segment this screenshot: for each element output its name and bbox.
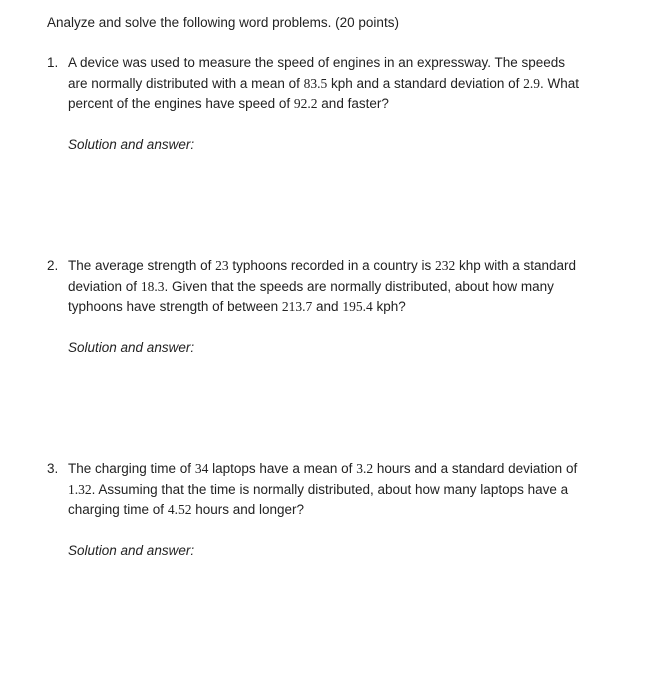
problem-text-segment: . Given that the speeds are normally distributed, about how many typhoons have strength of between — [68, 278, 554, 314]
solution-label-2: Solution and answer: — [68, 340, 195, 355]
problem-text-segment: kph? — [372, 299, 406, 314]
problem-value: 2.9 — [523, 75, 541, 91]
problem-value: 83.5 — [303, 75, 328, 91]
problem-text-segment: and — [312, 299, 343, 314]
problem-value: 4.52 — [167, 502, 192, 517]
instructions-heading: Analyze and solve the following word problems. (20 points) — [47, 15, 399, 30]
problem-text — [68, 256, 588, 318]
problem-3 — [47, 459, 607, 521]
problem-value: 18.3 — [140, 278, 165, 294]
problem-text — [68, 53, 588, 115]
solution-label-1: Solution and answer: — [68, 137, 195, 152]
problem-text-segment: hours and a standard deviation of — [373, 461, 578, 476]
problem-text-segment: A device was used to measure the speed of engines in an expressway. The speeds are normally distributed with a mean of — [68, 55, 566, 91]
problem-text-segment: typhoons recorded in a country is — [228, 258, 435, 273]
problem-value: 195.4 — [342, 299, 373, 314]
solution-label-3: Solution and answer: — [68, 543, 195, 558]
problem-text-segment: hours and longer? — [191, 502, 305, 517]
problem-text-segment: The charging time of — [68, 461, 195, 476]
problem-text-segment: kph and a standard deviation of — [327, 75, 524, 91]
problem-number: 3. — [47, 461, 59, 476]
problem-value: 92.2 — [293, 96, 318, 111]
problem-text-segment: khp with a standard deviation of — [68, 258, 577, 294]
problem-text — [68, 459, 588, 521]
problem-text-segment: The average strength of — [68, 258, 216, 273]
problem-text-segment: . What percent of the engines have speed of — [68, 75, 580, 111]
problem-value: 23 — [215, 258, 229, 273]
problem-1 — [47, 53, 607, 115]
problem-value: 213.7 — [281, 299, 313, 314]
problem-number: 1. — [47, 55, 59, 70]
problem-value: 1.32 — [68, 481, 92, 497]
problem-text-segment: and faster? — [317, 96, 389, 111]
problem-number: 2. — [47, 258, 59, 273]
problem-value: 34 — [194, 461, 209, 476]
problem-value: 232 — [434, 258, 456, 273]
problem-value: 3.2 — [356, 461, 374, 476]
problem-text-segment: laptops have a mean of — [208, 461, 357, 476]
problem-text-segment: . Assuming that the time is normally distributed, about how many laptops have a charging time of — [68, 481, 569, 517]
problem-2 — [47, 256, 607, 318]
